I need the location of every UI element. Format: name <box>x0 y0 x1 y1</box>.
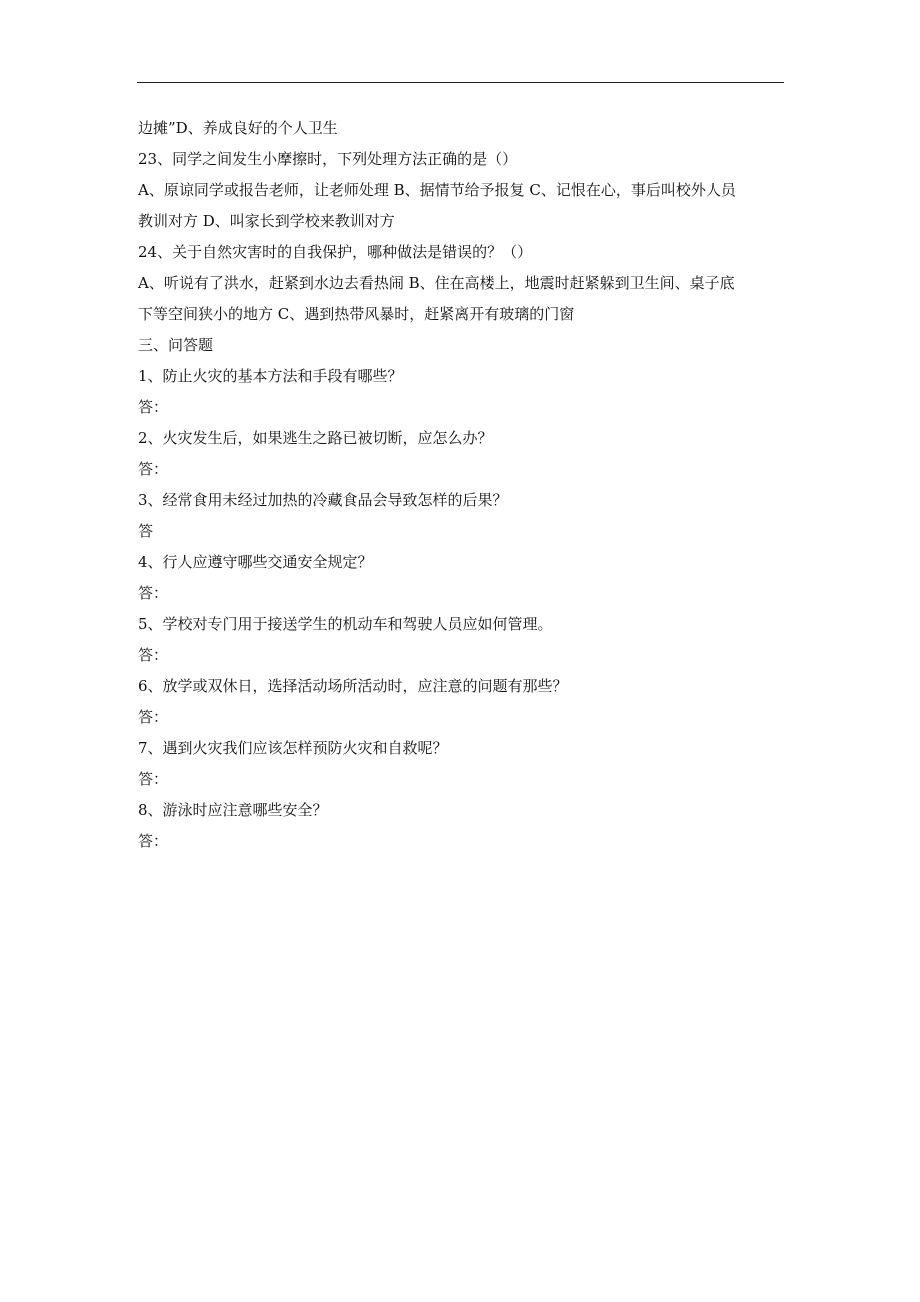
essay-question-2: 2、火灾发生后，如果逃生之路已被切断，应怎么办？ <box>138 429 493 447</box>
q22-option-d-continuation: 边摊”D、养成良好的个人卫生 <box>138 119 338 137</box>
answer-label-6: 答： <box>138 708 169 726</box>
answer-label-4: 答： <box>138 584 169 602</box>
q24-options-line-1: A、听说有了洪水，赶紧到水边去看热闹 B、住在高楼上，地震时赶紧躲到卫生间、桌子底 <box>138 274 735 292</box>
essay-question-4: 4、行人应遵守哪些交通安全规定？ <box>138 553 373 571</box>
answer-label-5: 答： <box>138 646 169 664</box>
q24-options-line-2: 下等空间狭小的地方 C、遇到热带风暴时，赶紧离开有玻璃的门窗 <box>138 305 575 323</box>
essay-question-6: 6、放学或双休日，选择活动场所活动时，应注意的问题有那些？ <box>138 677 568 695</box>
q23-options-line-1: A、原谅同学或报告老师，让老师处理 B、据情节给予报复 C、记恨在心，事后叫校外人员 <box>138 181 736 199</box>
essay-question-7: 7、遇到火灾我们应该怎样预防火灾和自救呢？ <box>138 739 448 757</box>
section-heading: 三、问答题 <box>138 336 214 354</box>
essay-question-3: 3、经常食用未经过加热的冷藏食品会导致怎样的后果？ <box>138 491 508 509</box>
answer-label-7: 答： <box>138 770 169 788</box>
question-24: 24、关于自然灾害时的自我保护，哪种做法是错误的？（） <box>138 243 533 261</box>
document-body <box>138 113 786 857</box>
header-rule <box>137 82 784 83</box>
essay-question-5: 5、学校对专门用于接送学生的机动车和驾驶人员应如何管理。 <box>138 615 553 633</box>
answer-label-1: 答： <box>138 398 169 416</box>
answer-label-3: 答 <box>138 522 154 540</box>
essay-question-8: 8、游泳时应注意哪些安全？ <box>138 801 328 819</box>
answer-label-8: 答： <box>138 832 169 850</box>
question-23: 23、同学之间发生小摩擦时，下列处理方法正确的是（） <box>138 150 518 168</box>
answer-label-2: 答： <box>138 460 169 478</box>
q23-options-line-2: 教训对方 D、叫家长到学校来教训对方 <box>138 212 395 230</box>
essay-question-1: 1、防止火灾的基本方法和手段有哪些？ <box>138 367 403 385</box>
